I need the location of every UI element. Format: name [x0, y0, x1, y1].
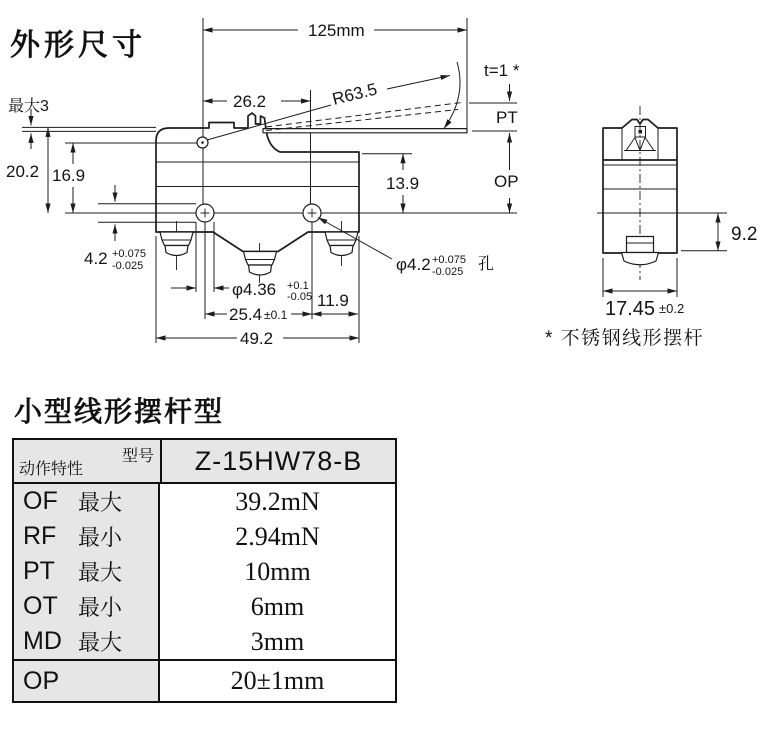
dim-thickness: t=1 *: [484, 61, 520, 80]
lever-free-position: [266, 103, 462, 131]
dim-11-9: 11.9: [317, 291, 349, 310]
dim-terminal-hole-plus: +0.1: [287, 280, 309, 292]
dim-mount-hole-minus: -0.025: [432, 266, 464, 278]
dim-hole-height-minus: -0.025: [112, 260, 144, 272]
spec-table: [12, 438, 397, 703]
side-view: [545, 106, 757, 349]
label-pt: PT: [496, 108, 518, 127]
param-name: OT: [23, 592, 58, 620]
dim-hole-height-plus: +0.075: [112, 248, 146, 260]
lever-arc: [444, 62, 460, 129]
dim-20-2: 20.2: [6, 162, 40, 181]
param-name: OP: [23, 666, 60, 695]
characteristics-label: 动作特性: [19, 461, 84, 478]
dim-side-width-tol: ±0.2: [659, 301, 685, 316]
front-view: [6, 18, 520, 348]
terminal-screws: [160, 221, 358, 283]
param-name: MD: [23, 627, 62, 655]
spec-row: [14, 624, 395, 659]
spec-row-op: [14, 659, 395, 701]
param-value: 20±1mm: [230, 666, 325, 695]
spec-table-corner-cell: [14, 440, 162, 482]
dim-radius: R63.5: [330, 79, 379, 109]
dim-mount-hole: φ4.2: [396, 255, 431, 274]
param-value: 2.94mN: [235, 521, 320, 551]
dim-mount-hole-plus: +0.075: [432, 254, 466, 266]
switch-body: [156, 113, 359, 252]
section-title: 小型线形摆杆型: [14, 396, 225, 427]
param-qualifier: 最小: [78, 525, 123, 550]
dim-terminal-hole-minus: -0.05: [287, 291, 313, 303]
param-value: 39.2mN: [235, 486, 320, 516]
footnote: * 不锈钢线形摆杆: [545, 328, 705, 349]
param-qualifier: 最小: [78, 595, 123, 620]
dim-hole-height: 4.2: [84, 249, 108, 268]
lever-pivot: [197, 137, 208, 148]
param-qualifier: 最大: [78, 560, 123, 585]
param-name: OF: [23, 487, 58, 515]
spec-row: [14, 484, 395, 519]
spec-row: [14, 589, 395, 624]
dim-mount-hole-suffix: 孔: [478, 256, 495, 273]
param-qualifier: 最大: [78, 630, 123, 655]
spec-row: [14, 519, 395, 554]
wire-lever: [263, 129, 467, 133]
param-name: PT: [23, 557, 55, 585]
model-number: Z-15HW78-B: [162, 440, 395, 482]
param-value: 10mm: [244, 556, 311, 586]
model-label: 型号: [121, 448, 154, 465]
page-title: 外形尺寸: [10, 29, 146, 62]
label-op: OP: [494, 172, 519, 191]
param-qualifier: 最大: [78, 490, 123, 515]
dim-26-2: 26.2: [233, 92, 267, 111]
dim-13-9: 13.9: [386, 174, 420, 193]
spec-row: [14, 554, 395, 589]
dim-side-width: 17.45: [605, 298, 656, 320]
dim-25-4-tol: ±0.1: [264, 308, 288, 322]
dim-25-4: 25.4: [229, 305, 263, 324]
dim-49-2: 49.2: [240, 329, 274, 348]
param-value: 3mm: [250, 626, 305, 656]
dim-lever-length: 125mm: [308, 21, 365, 40]
param-name: RF: [23, 522, 57, 550]
dim-16-9: 16.9: [52, 166, 86, 185]
dim-max3: 最大3: [8, 98, 49, 115]
dim-9-2: 9.2: [731, 224, 758, 245]
param-value: 6mm: [250, 591, 305, 621]
spec-table-header: [14, 440, 395, 484]
dim-terminal-hole: φ4.36: [232, 280, 277, 299]
